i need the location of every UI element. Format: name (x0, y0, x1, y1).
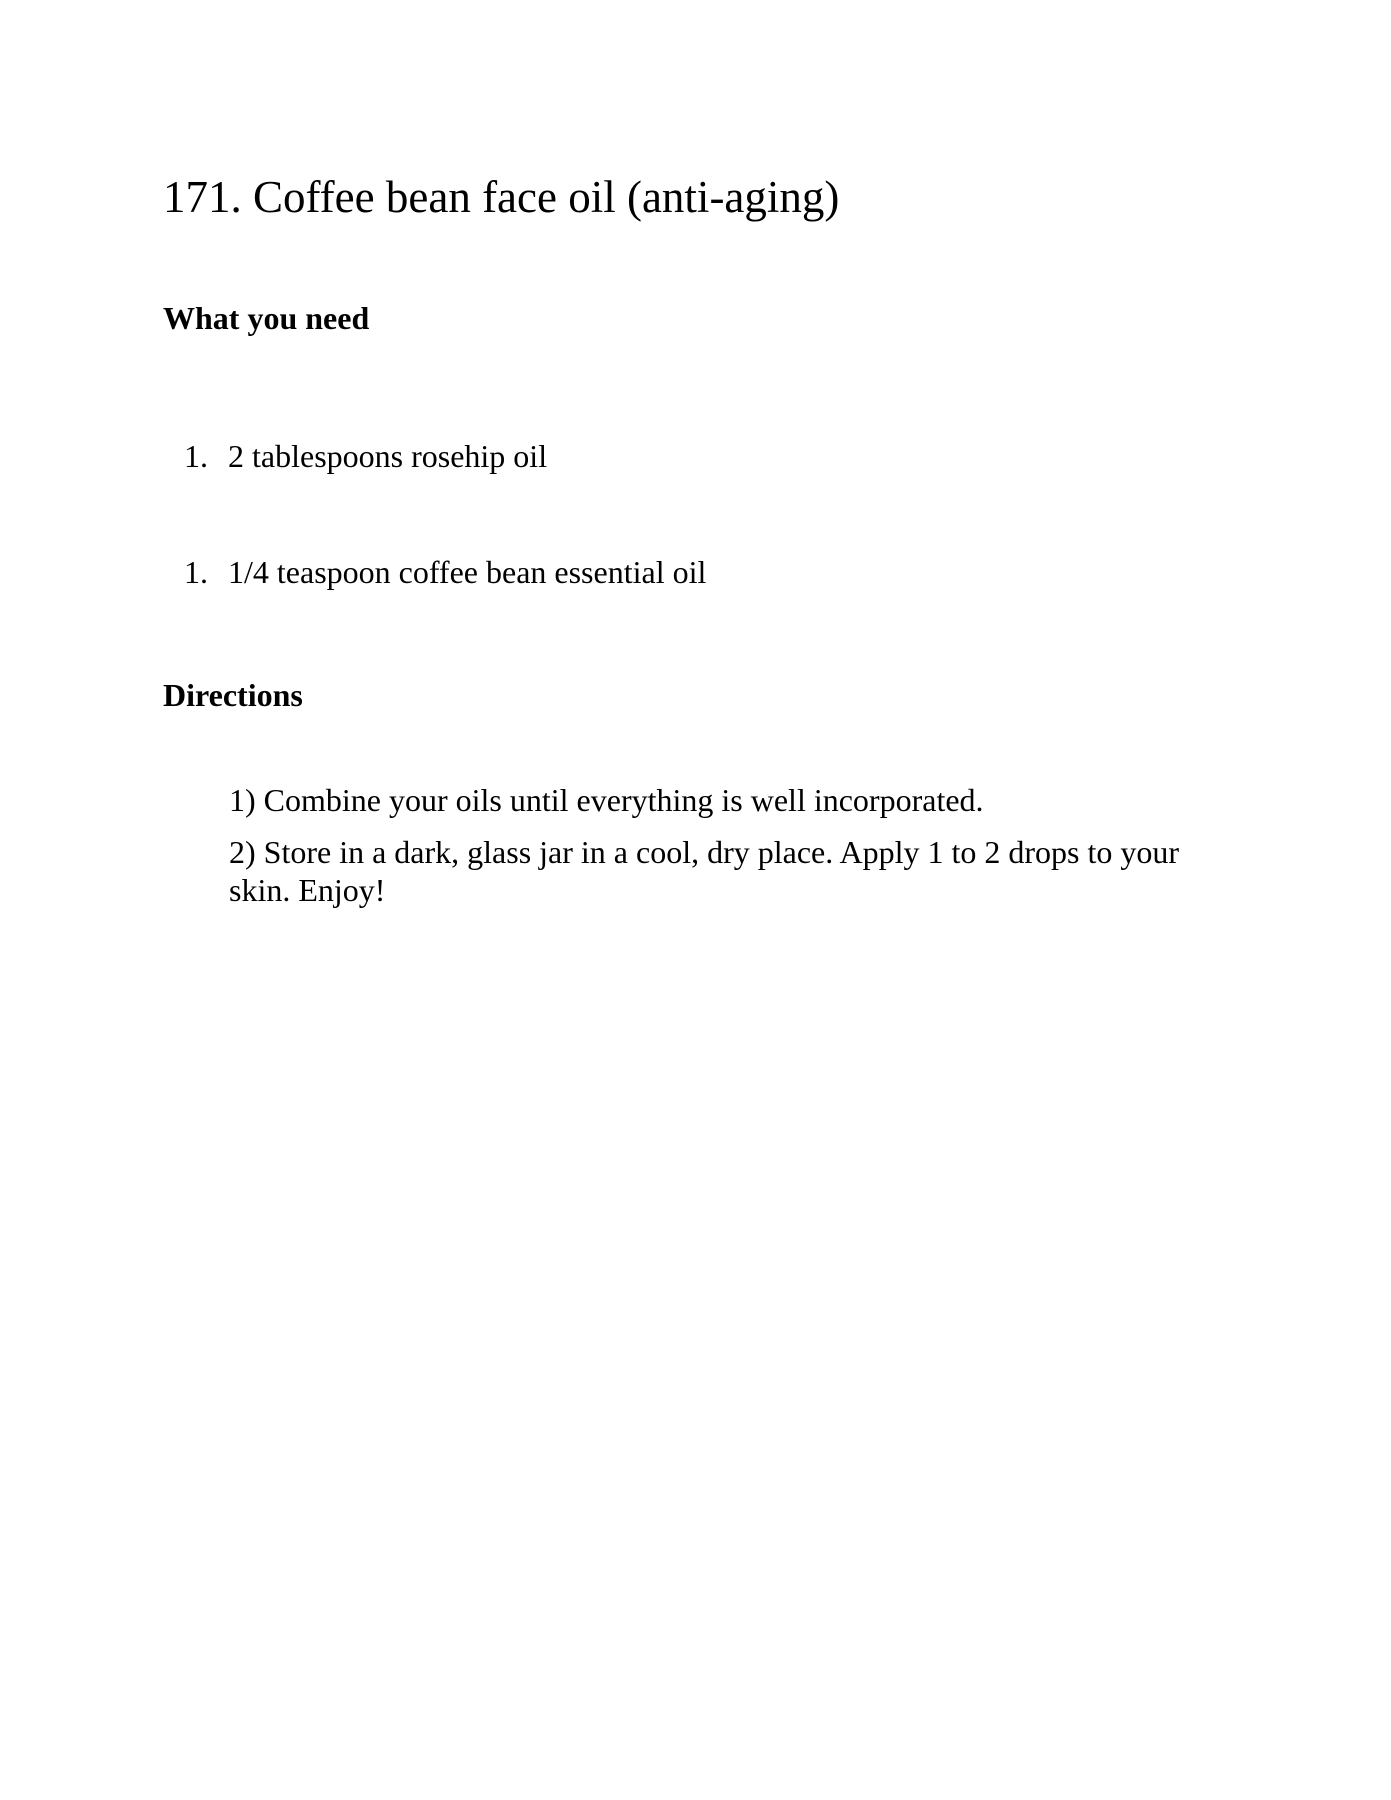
ingredient-text: 2 tablespoons rosehip oil (228, 438, 548, 474)
direction-step: 1) Combine your oils until everything is well incorporated. (229, 782, 984, 818)
what-you-need-heading: What you need (163, 300, 370, 336)
ingredient-item (184, 553, 706, 591)
directions-heading: Directions (163, 677, 303, 713)
ingredient-text: 1/4 teaspoon coffee bean essential oil (228, 554, 707, 590)
ingredient-number: 1. (184, 554, 208, 590)
ingredient-number: 1. (184, 438, 208, 474)
ingredient-item (184, 437, 547, 475)
page-title: 171. Coffee bean face oil (anti-aging) (163, 172, 840, 222)
direction-step: 2) Store in a dark, glass jar in a cool, dry place. Apply 1 to 2 drops to your skin. Enjoy! (229, 834, 1180, 908)
